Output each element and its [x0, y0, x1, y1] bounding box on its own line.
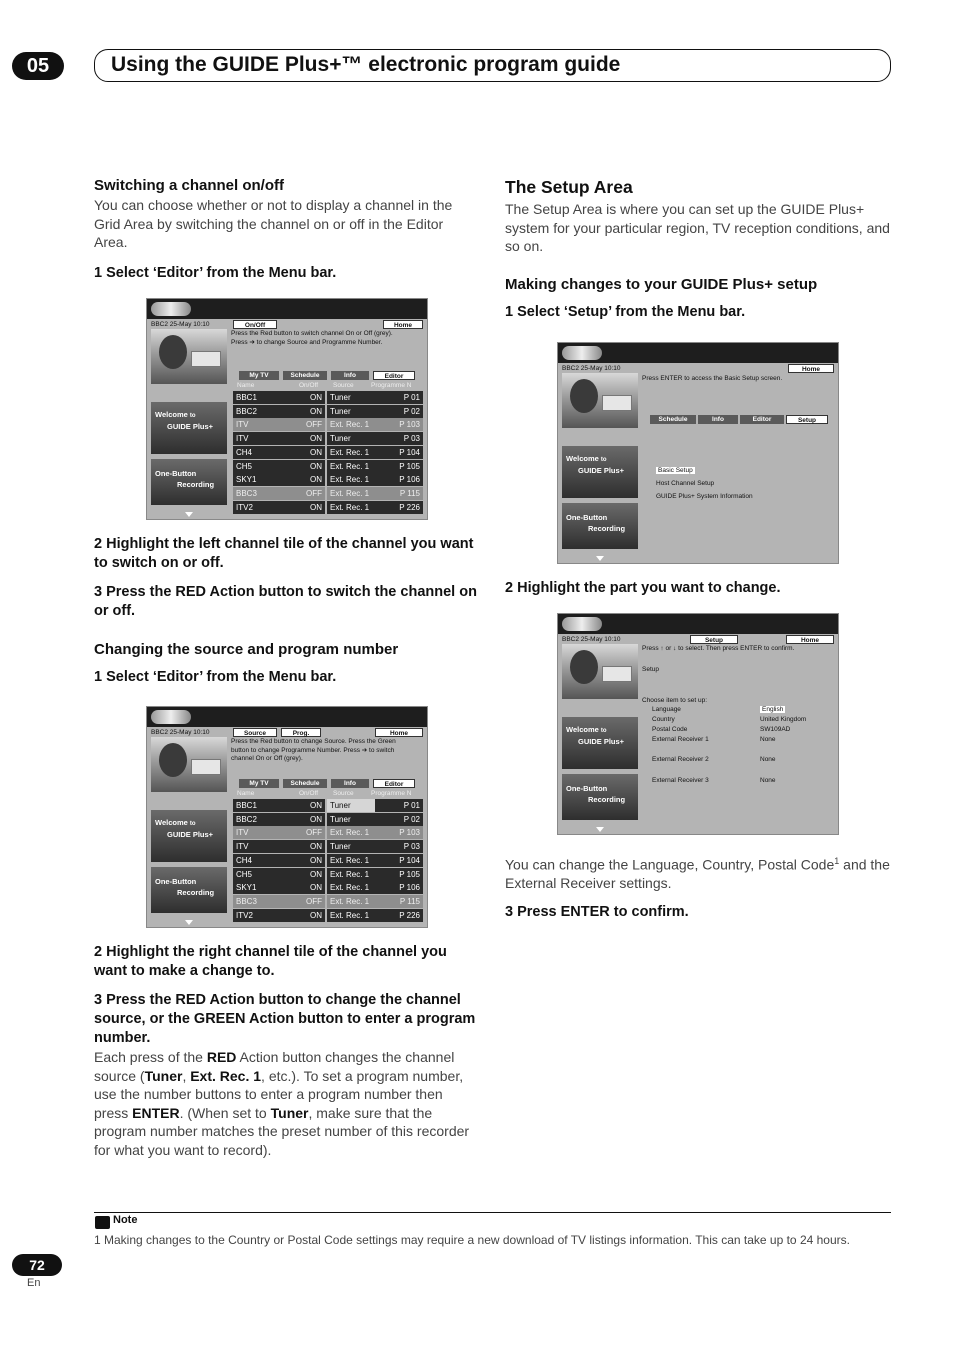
action-tab-source: Source [233, 728, 277, 737]
cell-name: BBC1 [233, 391, 295, 404]
chapter-title-box [94, 49, 891, 82]
cell-onoff: ON [295, 840, 325, 853]
guide-plus-logo [562, 346, 602, 360]
guide-plus-text: GUIDE Plus+ [167, 830, 214, 839]
cell-onoff: OFF [295, 895, 325, 908]
setup-item-host: Host Channel Setup [656, 480, 715, 487]
recording-text: Recording [588, 524, 626, 533]
cell-source: Ext. Rec. 1 [327, 473, 375, 486]
cell-name: SKY1 [233, 473, 295, 486]
guide-plus-text: GUIDE Plus+ [578, 737, 625, 746]
cell-prog: P 103 [375, 826, 423, 839]
guide-plus-logo [151, 302, 191, 316]
cell-source: Tuner [327, 840, 375, 853]
source-step-1: 1 Select ‘Editor’ from the Menu bar. [94, 669, 337, 685]
recording-text: Recording [588, 795, 626, 804]
after-section [505, 852, 891, 922]
setup-title: Setup [642, 666, 659, 673]
col-source: Source [333, 382, 354, 389]
screen-status: BBC2 25-May 10:10 [562, 636, 621, 643]
home-tab: Home [375, 728, 423, 737]
page-language: En [27, 1277, 41, 1289]
welcome-text: Welcome to [566, 725, 607, 734]
channel-row [233, 391, 423, 404]
recording-text: Recording [177, 480, 215, 489]
setup-body: The Setup Area is where you can set up the GUIDE Plus+ system for your particular region, TV reception conditions, and so on. [505, 201, 890, 254]
channel-row [233, 813, 423, 826]
cell-prog: P 01 [375, 391, 423, 404]
one-button-text: One-Button [155, 469, 197, 478]
setting-value: None [760, 756, 776, 763]
cell-source: Ext. Rec. 1 [327, 895, 375, 908]
cell-prog: P 106 [375, 881, 423, 894]
setup-heading: The Setup Area [505, 177, 633, 197]
menu-tab-schedule: Schedule [283, 371, 327, 380]
channel-row [233, 432, 423, 445]
setup-menu-screenshot [557, 342, 839, 564]
setup-prompt: Choose item to set up: [642, 697, 708, 704]
scroll-down-icon [596, 556, 604, 561]
cell-prog: P 03 [375, 840, 423, 853]
guide-plus-logo [562, 617, 602, 631]
cell-onoff: ON [295, 446, 325, 459]
menu-tab-editor: Editor [373, 371, 415, 380]
cell-name: ITV [233, 432, 295, 445]
cell-name: CH5 [233, 460, 295, 473]
screen-status: BBC2 25-May 10:10 [151, 729, 210, 736]
cell-onoff: ON [295, 501, 325, 514]
cell-source: Ext. Rec. 1 [327, 418, 375, 431]
cell-onoff: ON [295, 854, 325, 867]
cell-prog: P 105 [375, 868, 423, 881]
cell-prog: P 115 [375, 895, 423, 908]
col-prog: Programme N [371, 790, 412, 797]
setting-value: English [762, 706, 784, 713]
screen-message: Press ↑ or ↓ to select. Then press ENTER to confirm. [642, 645, 795, 652]
source-section [94, 641, 479, 687]
menu-tab-mytv: My TV [239, 371, 279, 380]
screen-message: Press the Red button to change Source. Press the Green button to change Programme Number. Press ➔ to switch channel On or Off (grey). [231, 738, 396, 762]
setup-step-2: 2 Highlight the part you want to change. [505, 580, 781, 596]
cell-name: BBC3 [233, 487, 295, 500]
guide-plus-text: GUIDE Plus+ [578, 466, 625, 475]
cell-name: ITV [233, 826, 295, 839]
cell-source: Ext. Rec. 1 [327, 909, 375, 922]
one-button-text: One-Button [155, 877, 197, 886]
setting-label: External Receiver 2 [652, 756, 709, 763]
channel-row [233, 840, 423, 853]
promo-photo [151, 329, 227, 384]
changes-heading: Making changes to your GUIDE Plus+ setup [505, 275, 818, 293]
channel-row [233, 909, 423, 922]
menu-tab-schedule: Schedule [650, 415, 696, 424]
cell-name: ITV2 [233, 909, 295, 922]
note-divider [94, 1212, 891, 1213]
cell-name: BBC1 [233, 799, 295, 812]
setup-detail-screenshot [557, 613, 839, 835]
cell-prog: P 02 [375, 405, 423, 418]
guide-plus-logo [151, 710, 191, 724]
one-button-text: One-Button [566, 513, 608, 522]
menu-tab-info: Info [698, 415, 738, 424]
cell-prog: P 02 [375, 813, 423, 826]
cell-prog: P 105 [375, 460, 423, 473]
setting-label: Postal Code [652, 726, 688, 733]
cell-name: CH5 [233, 868, 295, 881]
chapter-badge: 05 [12, 52, 64, 80]
chapter-title: Using the GUIDE Plus+™ electronic program guide [111, 53, 621, 76]
welcome-text: Welcome to [155, 410, 196, 419]
menu-tab-mytv: My TV [239, 779, 279, 788]
switch-steps [94, 535, 479, 621]
cell-onoff: ON [295, 868, 325, 881]
cell-name: SKY1 [233, 881, 295, 894]
cell-prog: P 03 [375, 432, 423, 445]
welcome-banner [151, 402, 227, 454]
cell-name: ITV [233, 840, 295, 853]
note-pencil-icon [95, 1216, 110, 1229]
switch-step-3: 3 Press the RED Action button to switch the channel on or off. [94, 584, 477, 619]
switch-heading: Switching a channel on/off [94, 177, 285, 194]
cell-onoff: OFF [295, 826, 325, 839]
switch-step-1: 1 Select ‘Editor’ from the Menu bar. [94, 264, 337, 281]
screen-topbar [558, 614, 838, 634]
setting-value: United Kingdom [760, 716, 807, 723]
cell-source: Ext. Rec. 1 [327, 826, 375, 839]
channel-row [233, 418, 423, 431]
cell-onoff: ON [295, 432, 325, 445]
cell-onoff: ON [295, 473, 325, 486]
menu-tab-setup: Setup [786, 415, 828, 424]
cell-name: BBC3 [233, 895, 295, 908]
screen-message-2: Press ➔ to change Source and Programme Number. [231, 339, 383, 346]
cell-prog: P 01 [375, 799, 423, 812]
cell-name: CH4 [233, 854, 295, 867]
setup-section [505, 177, 891, 322]
welcome-banner [562, 717, 638, 769]
cell-source: Ext. Rec. 1 [327, 460, 375, 473]
setup-step-3: 3 Press ENTER to confirm. [505, 903, 689, 920]
source-body: Each press of the RED Action button changes the channel source (Tuner, Ext. Rec. 1, etc.). To set a program number, use the number buttons to enter a program number then press ENTER. (When set to Tuner, make sure that the program number matches the preset number of this recorder for what you want to record). [94, 1049, 470, 1158]
setting-label: Language [652, 706, 681, 713]
setup-step-1: 1 Select ‘Setup’ from the Menu bar. [505, 303, 746, 320]
cell-source: Tuner [327, 813, 375, 826]
cell-source: Tuner [327, 432, 375, 445]
cell-name: ITV2 [233, 501, 295, 514]
cell-name: BBC2 [233, 405, 295, 418]
channel-row [233, 460, 423, 473]
setting-value: SW109AD [760, 726, 791, 733]
cell-onoff: ON [295, 813, 325, 826]
promo-photo [562, 373, 638, 428]
screen-status: BBC2 25-May 10:10 [562, 365, 621, 372]
cell-name: ITV [233, 418, 295, 431]
cell-source: Ext. Rec. 1 [327, 881, 375, 894]
cell-onoff: OFF [295, 418, 325, 431]
action-tab-onoff: On/Off [233, 320, 277, 329]
cell-onoff: ON [295, 391, 325, 404]
footnote: 1 Making changes to the Country or Postal Code settings may require a new download of TV listings information. This can take up to 24 hours. [94, 1233, 850, 1247]
source-step-3: 3 Press the RED Action button to change the channel source, or the GREEN Action button to enter a program number. [94, 992, 476, 1046]
action-tab-setup: Setup [690, 635, 738, 644]
setup-item-info: GUIDE Plus+ System Information [656, 493, 753, 500]
cell-source: Ext. Rec. 1 [327, 446, 375, 459]
home-tab: Home [383, 320, 423, 329]
screen-topbar [147, 299, 427, 319]
cell-prog: P 115 [375, 487, 423, 500]
cell-source: Ext. Rec. 1 [327, 854, 375, 867]
setup-item-basic: Basic Setup [658, 467, 693, 474]
col-name: Name [237, 790, 255, 797]
cell-onoff: ON [295, 881, 325, 894]
cell-onoff: ON [295, 460, 325, 473]
menu-tab-info: Info [331, 371, 369, 380]
col-onoff: On/Off [299, 382, 319, 389]
channel-row [233, 895, 423, 908]
editor-source-screenshot [146, 706, 428, 928]
menu-tab-editor: Editor [373, 779, 415, 788]
home-tab: Home [786, 635, 834, 644]
one-button-banner [151, 867, 227, 913]
setting-label: External Receiver 3 [652, 777, 709, 784]
recording-text: Recording [177, 888, 215, 897]
menu-tab-schedule: Schedule [283, 779, 327, 788]
cell-onoff: ON [295, 405, 325, 418]
setting-value: None [760, 777, 776, 784]
cell-name: BBC2 [233, 813, 295, 826]
home-tab: Home [788, 364, 834, 373]
setting-label: External Receiver 1 [652, 736, 709, 743]
screen-status: BBC2 25-May 10:10 [151, 321, 210, 328]
screen-message: Press ENTER to access the Basic Setup screen. [642, 375, 783, 382]
editor-onoff-screenshot [146, 298, 428, 520]
source-heading: Changing the source and program number [94, 641, 399, 658]
cell-prog: P 104 [375, 854, 423, 867]
switch-section [94, 177, 479, 283]
screen-topbar [558, 343, 838, 363]
note-label: Note [113, 1214, 138, 1226]
cell-prog: P 103 [375, 418, 423, 431]
one-button-banner [562, 503, 638, 549]
cell-source: Tuner [327, 405, 375, 418]
cell-prog: P 226 [375, 501, 423, 514]
welcome-banner [151, 810, 227, 862]
after-body: You can change the Language, Country, Postal Code$^1$ and the External Receiver settings. [505, 856, 890, 892]
channel-row [233, 501, 423, 514]
one-button-banner [151, 459, 227, 505]
welcome-text: Welcome to [566, 454, 607, 463]
channel-row [233, 487, 423, 500]
setting-label: Country [652, 716, 675, 723]
screen-message-1: Press the Red button to switch channel On or Off (grey). [231, 330, 393, 337]
scroll-down-icon [185, 512, 193, 517]
cell-prog: P 104 [375, 446, 423, 459]
channel-row [233, 826, 423, 839]
menu-tab-info: Info [331, 779, 369, 788]
cell-source: Tuner [327, 799, 375, 812]
one-button-banner [562, 774, 638, 820]
menu-tab-editor: Editor [740, 415, 784, 424]
setting-value: None [760, 736, 776, 743]
switch-step-2: 2 Highlight the left channel tile of the channel you want to switch on or off. [94, 536, 474, 571]
source-steps [94, 943, 479, 1159]
scroll-down-icon [596, 827, 604, 832]
screen-topbar [147, 707, 427, 727]
welcome-text: Welcome to [155, 818, 196, 827]
cell-source: Ext. Rec. 1 [327, 868, 375, 881]
cell-prog: P 106 [375, 473, 423, 486]
channel-row [233, 854, 423, 867]
col-source: Source [333, 790, 354, 797]
cell-onoff: OFF [295, 487, 325, 500]
cell-onoff: ON [295, 799, 325, 812]
welcome-banner [562, 446, 638, 498]
page-number: 72 [12, 1254, 62, 1276]
channel-row [233, 868, 423, 881]
cell-onoff: ON [295, 909, 325, 922]
switch-body: You can choose whether or not to display a channel in the Grid Area by switching the channel on or off in the Editor Area. [94, 197, 453, 250]
channel-row [233, 446, 423, 459]
promo-photo [151, 737, 227, 792]
source-step-2: 2 Highlight the right channel tile of the channel you want to make a change to. [94, 944, 447, 979]
cell-prog: P 226 [375, 909, 423, 922]
guide-plus-text: GUIDE Plus+ [167, 422, 214, 431]
channel-row [233, 881, 423, 894]
col-prog: Programme N [371, 382, 412, 389]
scroll-down-icon [185, 920, 193, 925]
action-tab-prog: Prog. [281, 728, 321, 737]
channel-row [233, 799, 423, 812]
channel-row [233, 405, 423, 418]
cell-source: Ext. Rec. 1 [327, 501, 375, 514]
cell-source: Tuner [327, 391, 375, 404]
one-button-text: One-Button [566, 784, 608, 793]
col-name: Name [237, 382, 255, 389]
cell-name: CH4 [233, 446, 295, 459]
cell-source: Ext. Rec. 1 [327, 487, 375, 500]
promo-photo [562, 644, 638, 699]
col-onoff: On/Off [299, 790, 319, 797]
channel-row [233, 473, 423, 486]
